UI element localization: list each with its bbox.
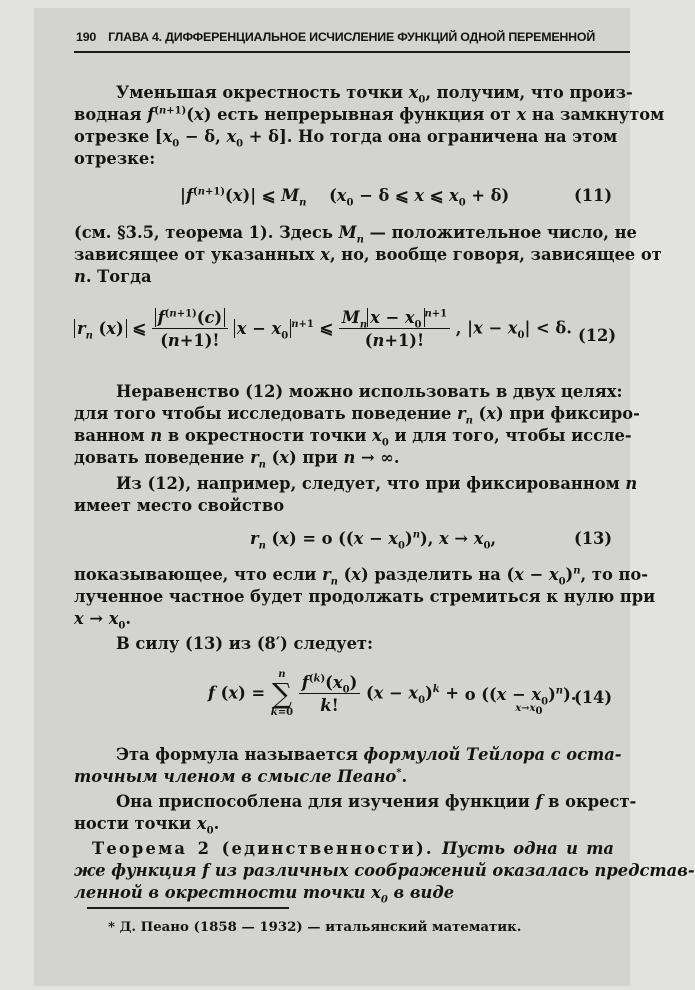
equation-number-13: (13) bbox=[574, 529, 613, 548]
text-line: $x \to x_0$. bbox=[74, 609, 132, 632]
text-line: отрезке [$x_0 - \delta$, $x_0 + \delta$]. Но тогда она ограничена на этом bbox=[74, 127, 618, 150]
text-line: же функция f из различных соображений оказалась представ- bbox=[74, 861, 695, 880]
equation-13: $r_n$ (x) = o $((x - x_0)^n)$, $x \to x_0$, bbox=[250, 529, 497, 552]
text-line: лученное частное будет продолжать стремиться к нулю при bbox=[74, 587, 656, 606]
text-line: Уменьшая окрестность точки $x_0$, получим, что произ- bbox=[116, 83, 633, 106]
page-number: 190 bbox=[76, 30, 97, 44]
text-line: ности точки $x_0$. bbox=[74, 814, 220, 837]
text-line: точным членом в смысле Пеано*. bbox=[74, 767, 408, 786]
text-line: Из (12), например, следует, что при фиксированном n bbox=[116, 474, 638, 493]
book-page bbox=[34, 8, 695, 986]
theorem-heading: Теорема 2 (единственности). Пусть одна и та bbox=[92, 839, 614, 858]
chapter-title: ГЛАВА 4. ДИФФЕРЕНЦИАЛЬНОЕ ИСЧИСЛЕНИЕ ФУНКЦИЙ ОДНОЙ ПЕРЕМЕННОЙ bbox=[108, 30, 596, 44]
text-line: довать поведение $r_n$ (x) при n → ∞. bbox=[74, 448, 400, 471]
text-line: В силу (13) из (8′) следует: bbox=[116, 634, 374, 653]
header-rule bbox=[74, 51, 630, 53]
equation-14: f (x) = n ∑ k=0 $\frac{f^{(k)}(x_0)}{k!}$ $(x - x_0)^k$ + o $((x - x_0)^n)$. $x\to x_0$ bbox=[208, 669, 577, 718]
text-line: зависящее от указанных x, но, вообще говоря, зависящее от bbox=[74, 245, 662, 264]
page-header bbox=[76, 30, 630, 44]
text-line: отрезке: bbox=[74, 149, 156, 168]
text-line: (см. §3.5, теорема 1). Здесь $M_n$ — положительное число, не bbox=[74, 223, 637, 246]
text-line: для того чтобы исследовать поведение $r_n$ (x) при фиксиро- bbox=[74, 404, 640, 427]
equation-number-12: (12) bbox=[578, 326, 617, 345]
text-line: имеет место свойство bbox=[74, 496, 285, 515]
text-line: ленной в окрестности точки $x_0$ в виде bbox=[74, 883, 455, 906]
text-line: показывающее, что если $r_n$ (x) разделить на $(x - x_0)^n$, то по- bbox=[74, 565, 649, 588]
text-line: Эта формула называется формулой Тейлора с оста- bbox=[116, 745, 622, 764]
equation-number-14: (14) bbox=[574, 688, 613, 707]
text-line: ванном n в окрестности точки $x_0$ и для того, чтобы иссле- bbox=[74, 426, 632, 449]
text-line: Она приспособлена для изучения функции f в окрест- bbox=[116, 792, 637, 811]
equation-12: $r_n$ (x) ⩽ $\frac{f^{(n+1)}(c)}{(n+1)!}$ $x - x_0^{n+1}$ ⩽ $\frac{M_n x - x_0^{n+1}}{(n+1)!}$ , $|x - x_0| < \delta$. bbox=[74, 308, 572, 350]
text-line: Неравенство (12) можно использовать в двух целях: bbox=[116, 382, 623, 401]
equation-11: $|f^{(n+1)}(x)|$ ⩽ $M_n$ ($x_0 - \delta$ ⩽ x ⩽ $x_0 + \delta$) bbox=[180, 186, 510, 209]
text-line: водная $f^{(n+1)}(x)$ есть непрерывная функция от x на замкнутом bbox=[74, 105, 665, 124]
footnote-rule bbox=[87, 907, 289, 909]
equation-number-11: (11) bbox=[574, 186, 613, 205]
footnote: * Д. Пеано (1858 — 1932) — итальянский математик. bbox=[108, 920, 522, 935]
text-line: n. Тогда bbox=[74, 267, 152, 286]
